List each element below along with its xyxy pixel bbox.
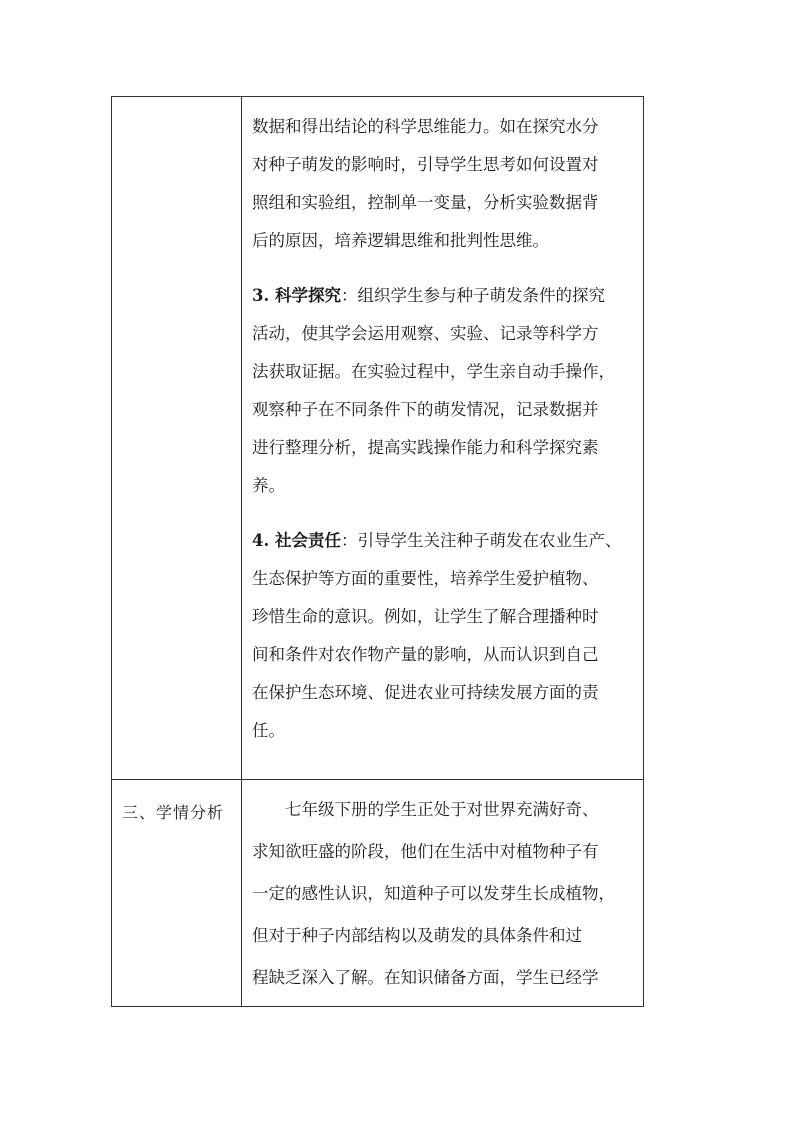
text-line: 珍惜生命的意识。例如，让学生了解合理播种时 [252, 607, 599, 626]
text-line: 法获取证据。在实验过程中，学生亲自动手操作， [252, 362, 615, 381]
text-line: 在保护生态环境、促进农业可持续发展方面的责 [252, 683, 599, 702]
text-line: 生态保护等方面的重要性，培养学生爱护植物、 [252, 569, 599, 588]
text-line: 活动，使其学会运用观察、实验、记录等科学方 [252, 324, 599, 343]
text-line: 照组和实验组，控制单一变量，分析实验数据背 [252, 193, 599, 212]
lesson-plan-table [111, 96, 644, 1007]
row-label-cell [112, 97, 242, 779]
text-line: 养。 [252, 476, 285, 495]
text-line: 求知欲旺盛的阶段，他们在生活中对植物种子有 [252, 842, 599, 861]
text-line: 间和条件对农作物产量的影响，从而认识到自己 [252, 645, 599, 664]
item-4-heading: 4. 社会责任 [252, 531, 341, 550]
row-content-cell [242, 97, 643, 779]
text-line: 但对于种子内部结构以及萌发的具体条件和过 [252, 926, 582, 945]
text-line: 对种子萌发的影响时，引导学生思考如何设置对 [252, 155, 599, 174]
item-4-text: ：引导学生关注种子萌发在农业生产、 [340, 531, 622, 550]
item-3-text: ：组织学生参与种子萌发条件的探究 [340, 286, 605, 305]
text-line: 数据和得出结论的科学思维能力。如在探究水分 [252, 117, 599, 136]
table-row-student-analysis [112, 780, 643, 1006]
text-line: 任。 [252, 721, 285, 740]
text-line: 后的原因，培养逻辑思维和批判性思维。 [252, 231, 549, 250]
text-line: 进行整理分析，提高实践操作能力和科学探究素 [252, 438, 599, 457]
item-3-heading: 3. 科学探究 [252, 286, 341, 305]
item-4-first-line [252, 531, 621, 551]
text-line: 观察种子在不同条件下的萌发情况，记录数据并 [252, 400, 599, 419]
text-line: 程缺乏深入了解。在知识储备方面，学生已经学 [252, 968, 599, 987]
row-content-cell [242, 780, 643, 1006]
item-3-first-line [252, 286, 605, 306]
text-line: 一定的感性认识，知道种子可以发芽生长成植物， [252, 884, 615, 903]
row-label-cell [112, 780, 242, 1006]
row-label-student-analysis: 三、学情分析 [122, 803, 225, 822]
table-row-objectives [112, 97, 643, 780]
text-line: 七年级下册的学生正处于对世界充满好奇、 [252, 800, 599, 819]
